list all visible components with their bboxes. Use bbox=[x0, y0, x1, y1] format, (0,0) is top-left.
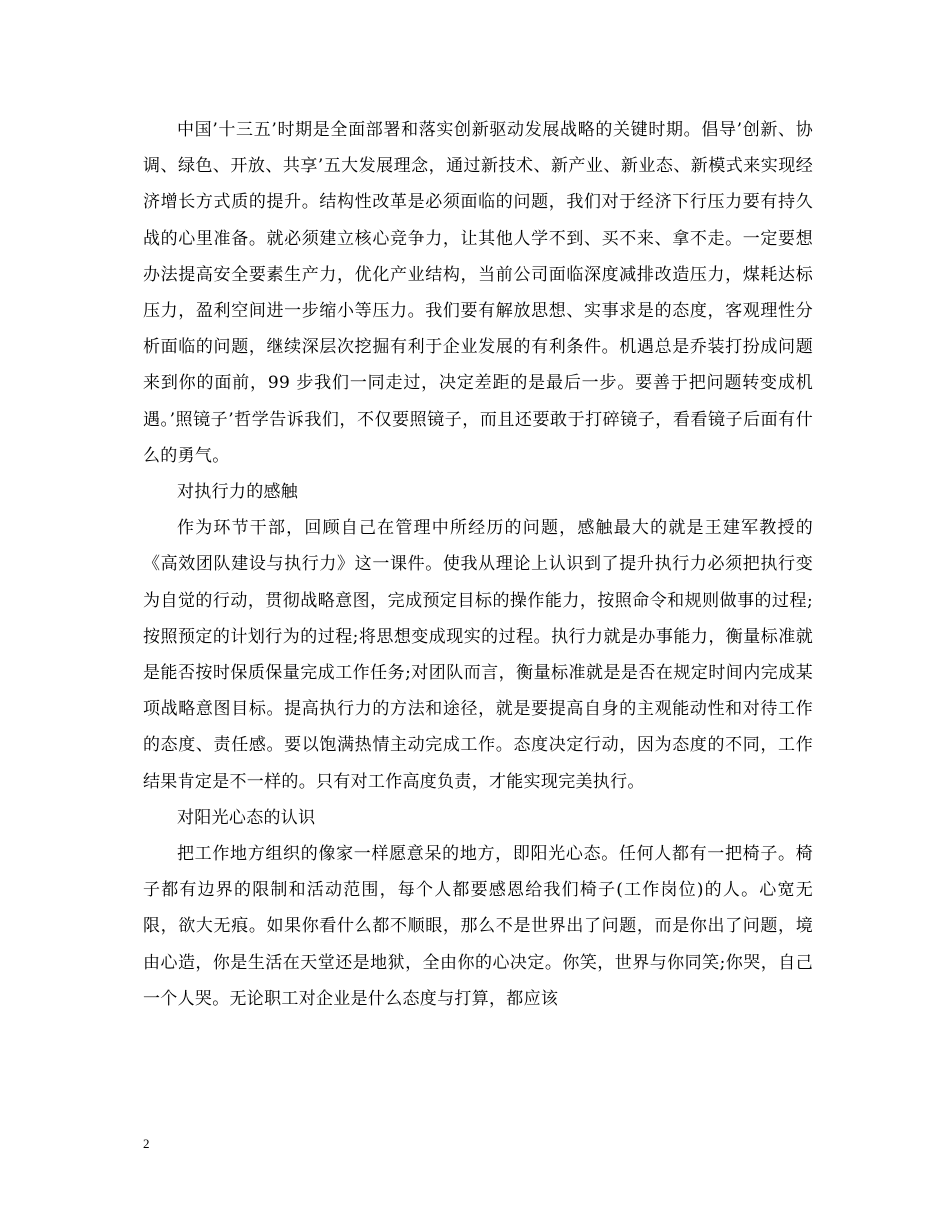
page-number: 2 bbox=[143, 1136, 150, 1151]
document-body bbox=[143, 112, 813, 1017]
section-heading-execution: 对执行力的感触 bbox=[177, 482, 299, 503]
section-heading-sunny-mindset: 对阳光心态的认识 bbox=[177, 807, 316, 828]
paragraph-sunny-mindset: 把工作地方组织的像家一样愿意呆的地方，即阳光心态。任何人都有一把椅子。椅子都有边界的限制和活动范围，每个人都要感恩给我们椅子(工作岗位)的人。心宽无限，欲大无痕。如果你看什么都不顺眼，那么不是世界出了问题，而是你出了问题，境由心造，你是生活在天堂还是地狱，全由你的心决定。你笑，世界与你同笑;你哭，自己一个人哭。无论职工对企业是什么态度与打算，都应该 bbox=[143, 844, 813, 1009]
paragraph-innovation-strategy: 中国’十三五’时期是全面部署和落实创新驱动发展战略的关键时期。倡导’创新、协调、绿色、开放、共享’五大发展理念，通过新技术、新产业、新业态、新模式来实现经济增长方式质的提升。结构性改革是必须面临的问题，我们对于经济下行压力要有持久战的心里准备。就必须建立核心竞争力，让其他人学不到、买不来、拿不走。一定要想办法提高安全要素生产力，优化产业结构，当前公司面临深度减排改造压力，煤耗达标压力，盈利空间进一步缩小等压力。我们要有解放思想、实事求是的态度，客观理性分析面临的问题，继续深层次挖掘有利于企业发展的有利条件。机遇总是乔装打扮成问题来到你的面前，99 步我们一同走过，决定差距的是最后一步。要善于把问题转变成机遇。’照镜子’哲学告诉我们，不仅要照镜子，而且还要敢于打碎镜子，看看镜子后面有什么的勇气。 bbox=[143, 120, 813, 466]
paragraph-execution: 作为环节干部，回顾自己在管理中所经历的问题，感触最大的就是王建军教授的《高效团队建设与执行力》这一课件。使我从理论上认识到了提升执行力必须把执行变为自觉的行动，贯彻战略意图，完成预定目标的操作能力，按照命令和规则做事的过程;按照预定的计划行为的过程;将思想变成现实的过程。执行力就是办事能力，衡量标准就是能否按时保质保量完成工作任务;对团队而言，衡量标准就是是否在规定时间内完成某项战略意图目标。提高执行力的方法和途径，就是要提高自身的主观能动性和对待工作的态度、责任感。要以饱满热情主动完成工作。态度决定行动，因为态度的不同，工作结果肯定是不一样的。只有对工作高度负责，才能实现完美执行。 bbox=[143, 518, 813, 792]
